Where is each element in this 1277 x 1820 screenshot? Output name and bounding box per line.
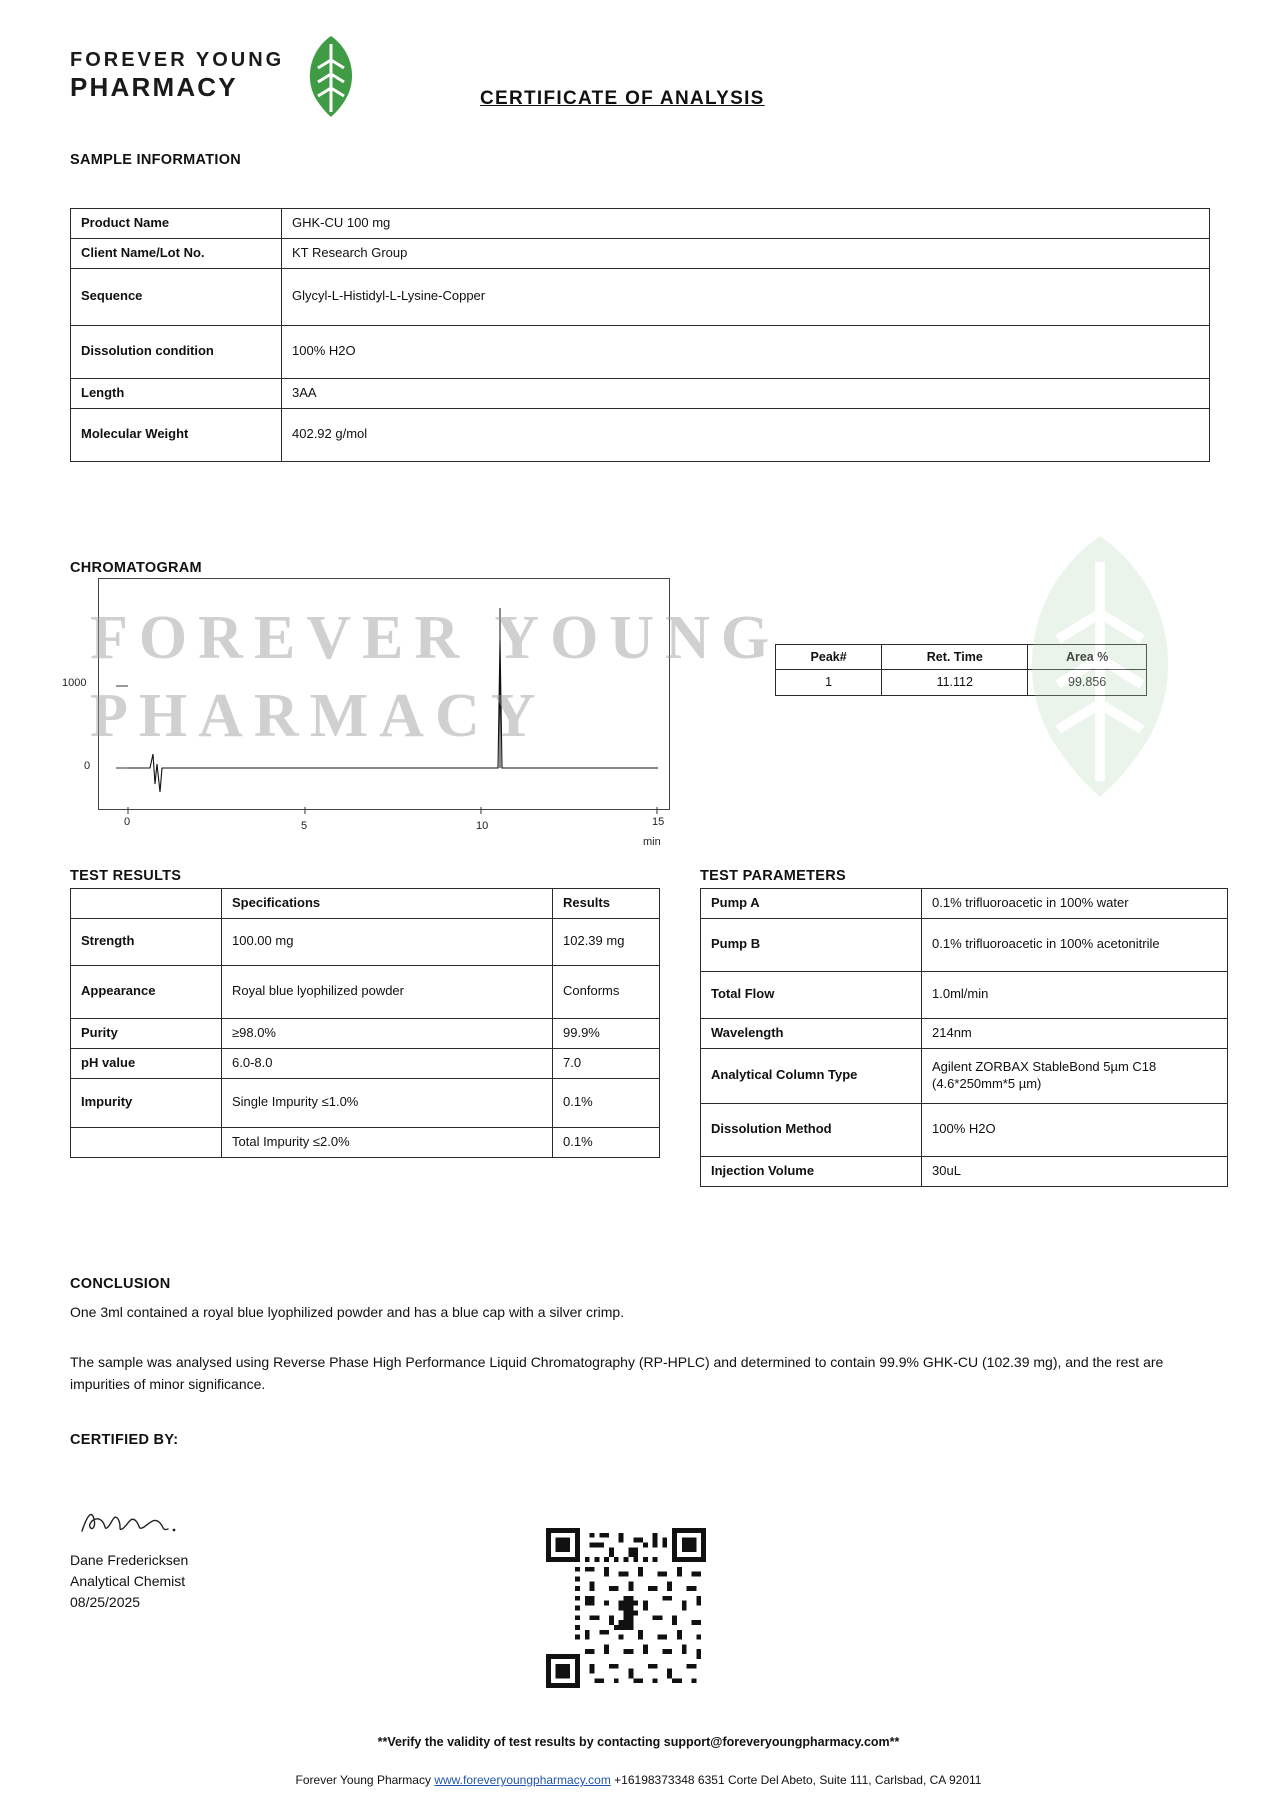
- table-row: [71, 965, 660, 1018]
- row-result: 0.1%: [553, 1127, 660, 1157]
- row-value: 30uL: [922, 1156, 1228, 1186]
- y-tick-0: 0: [84, 760, 91, 772]
- column-header-ret-time: Ret. Time: [882, 645, 1028, 670]
- row-label: [71, 1127, 222, 1157]
- column-header-peak: Peak#: [776, 645, 882, 670]
- leaf-icon: [300, 34, 362, 118]
- row-spec: Royal blue lyophilized powder: [222, 965, 553, 1018]
- row-value: GHK-CU 100 mg: [282, 209, 1210, 239]
- table-row: [701, 1018, 1228, 1048]
- table-row: [701, 1156, 1228, 1186]
- footer-company: Forever Young Pharmacy: [295, 1773, 431, 1787]
- qr-code[interactable]: [546, 1528, 706, 1688]
- x-tick-0: 0: [124, 816, 131, 828]
- table-row: [701, 889, 1228, 919]
- test-results-table: [70, 888, 660, 1158]
- column-header-results: Results: [553, 889, 660, 919]
- row-label: Product Name: [71, 209, 282, 239]
- row-spec: ≥98.0%: [222, 1018, 553, 1048]
- row-value: 0.1% trifluoroacetic in 100% acetonitrile: [922, 918, 1228, 971]
- test-parameters-table: [700, 888, 1228, 1187]
- row-label: Total Flow: [701, 971, 922, 1018]
- table-header-row: [776, 645, 1147, 670]
- section-heading-certified-by: CERTIFIED BY:: [70, 1432, 179, 1448]
- row-label: Length: [71, 378, 282, 408]
- conclusion-paragraph-2: The sample was analysed using Reverse Phase High Performance Liquid Chromatography (RP-HPLC) and determined to contain 99.9% GHK-CU (102.39 mg), and the rest are impurities of minor significance.: [70, 1354, 1164, 1392]
- row-label: Molecular Weight: [71, 408, 282, 461]
- row-value: 1.0ml/min: [922, 971, 1228, 1018]
- row-spec: Single Impurity ≤1.0%: [222, 1078, 553, 1127]
- row-result: 99.9%: [553, 1018, 660, 1048]
- table-row: [71, 1127, 660, 1157]
- x-tick-5: 5: [301, 820, 308, 832]
- row-value: 402.92 g/mol: [282, 408, 1210, 461]
- table-row: [71, 209, 1210, 239]
- y-tick-1000: 1000: [62, 677, 87, 689]
- table-row: [71, 1078, 660, 1127]
- conclusion-paragraph-1: One 3ml contained a royal blue lyophilized powder and has a blue cap with a silver crimp.: [70, 1304, 625, 1320]
- row-label: Pump B: [701, 918, 922, 971]
- row-label: Appearance: [71, 965, 222, 1018]
- table-row: [71, 918, 660, 965]
- row-result: 7.0: [553, 1048, 660, 1078]
- table-row: [71, 408, 1210, 461]
- row-label: Sequence: [71, 268, 282, 325]
- brand-text: [70, 49, 284, 103]
- row-value: KT Research Group: [282, 238, 1210, 268]
- section-heading-sample-information: SAMPLE INFORMATION: [70, 152, 242, 168]
- table-row: [701, 971, 1228, 1018]
- table-row: [71, 325, 1210, 378]
- peak-area-pct: 99.856: [1028, 670, 1147, 695]
- row-label: Purity: [71, 1018, 222, 1048]
- footer-contact: +16198373348 6351 Corte Del Abeto, Suite 111, Carlsbad, CA 92011: [614, 1773, 982, 1787]
- x-tick-10: 10: [476, 820, 489, 832]
- row-label: Impurity: [71, 1078, 222, 1127]
- brand-line-2: PHARMACY: [70, 72, 238, 103]
- column-header-area: Area %: [1028, 645, 1147, 670]
- watermark-line-1: FOREVER YOUNG: [90, 604, 781, 672]
- table-row: [701, 918, 1228, 971]
- page-title: CERTIFICATE OF ANALYSIS: [480, 88, 765, 109]
- signature-mark: [78, 1505, 188, 1541]
- row-value: Glycyl-L-Histidyl-L-Lysine-Copper: [282, 268, 1210, 325]
- row-label: Injection Volume: [701, 1156, 922, 1186]
- table-row: [776, 670, 1147, 695]
- certifier-name: Dane Fredericksen: [70, 1552, 189, 1568]
- x-tick-15: 15: [652, 816, 665, 828]
- table-row: [71, 268, 1210, 325]
- sample-information-table: [70, 208, 1210, 462]
- row-label: Wavelength: [701, 1018, 922, 1048]
- row-label: Pump A: [701, 889, 922, 919]
- peak-number: 1: [776, 670, 882, 695]
- x-axis-label: min: [643, 836, 661, 848]
- table-row: [701, 1048, 1228, 1103]
- table-row: [71, 1048, 660, 1078]
- row-spec: Total Impurity ≤2.0%: [222, 1127, 553, 1157]
- section-heading-chromatogram: CHROMATOGRAM: [70, 560, 202, 576]
- section-heading-test-parameters: TEST PARAMETERS: [700, 868, 847, 884]
- row-label: Analytical Column Type: [701, 1048, 922, 1103]
- footer-bar: [0, 1773, 1277, 1787]
- row-value: 3AA: [282, 378, 1210, 408]
- row-result: 102.39 mg: [553, 918, 660, 965]
- row-value: 100% H2O: [282, 325, 1210, 378]
- table-row: [71, 238, 1210, 268]
- row-label: Dissolution Method: [701, 1103, 922, 1156]
- row-label: Dissolution condition: [71, 325, 282, 378]
- table-header-row: [71, 889, 660, 919]
- watermark-line-2: PHARMACY: [90, 681, 547, 750]
- section-heading-conclusion: CONCLUSION: [70, 1276, 171, 1292]
- row-spec: 100.00 mg: [222, 918, 553, 965]
- column-header-specifications: Specifications: [222, 889, 553, 919]
- row-result: 0.1%: [553, 1078, 660, 1127]
- row-label: Client Name/Lot No.: [71, 238, 282, 268]
- certifier-role: Analytical Chemist: [70, 1573, 186, 1589]
- row-value: 214nm: [922, 1018, 1228, 1048]
- row-value: 0.1% trifluoroacetic in 100% water: [922, 889, 1228, 919]
- table-row: [71, 378, 1210, 408]
- column-header-blank: [71, 889, 222, 919]
- certified-by-block: [70, 1550, 188, 1613]
- certifier-date: 08/25/2025: [70, 1594, 141, 1610]
- row-label: Strength: [71, 918, 222, 965]
- footer-website-link[interactable]: www.foreveryoungpharmacy.com: [434, 1773, 611, 1787]
- peak-results-table: [775, 644, 1147, 696]
- table-row: [71, 1018, 660, 1048]
- section-heading-test-results: TEST RESULTS: [70, 868, 182, 884]
- peak-ret-time: 11.112: [882, 670, 1028, 695]
- row-value: 100% H2O: [922, 1103, 1228, 1156]
- table-row: [701, 1103, 1228, 1156]
- row-value: Agilent ZORBAX StableBond 5µm C18 (4.6*250mm*5 µm): [922, 1048, 1228, 1103]
- brand-lockup: [70, 34, 362, 118]
- row-label: pH value: [71, 1048, 222, 1078]
- brand-line-1: FOREVER YOUNG: [70, 48, 285, 71]
- chromatogram-chart: [62, 578, 668, 848]
- verify-note: **Verify the validity of test results by contacting support@foreveryoungpharmacy.com**: [377, 1735, 900, 1749]
- chromatogram-trace: [98, 578, 668, 848]
- row-spec: 6.0-8.0: [222, 1048, 553, 1078]
- row-result: Conforms: [553, 965, 660, 1018]
